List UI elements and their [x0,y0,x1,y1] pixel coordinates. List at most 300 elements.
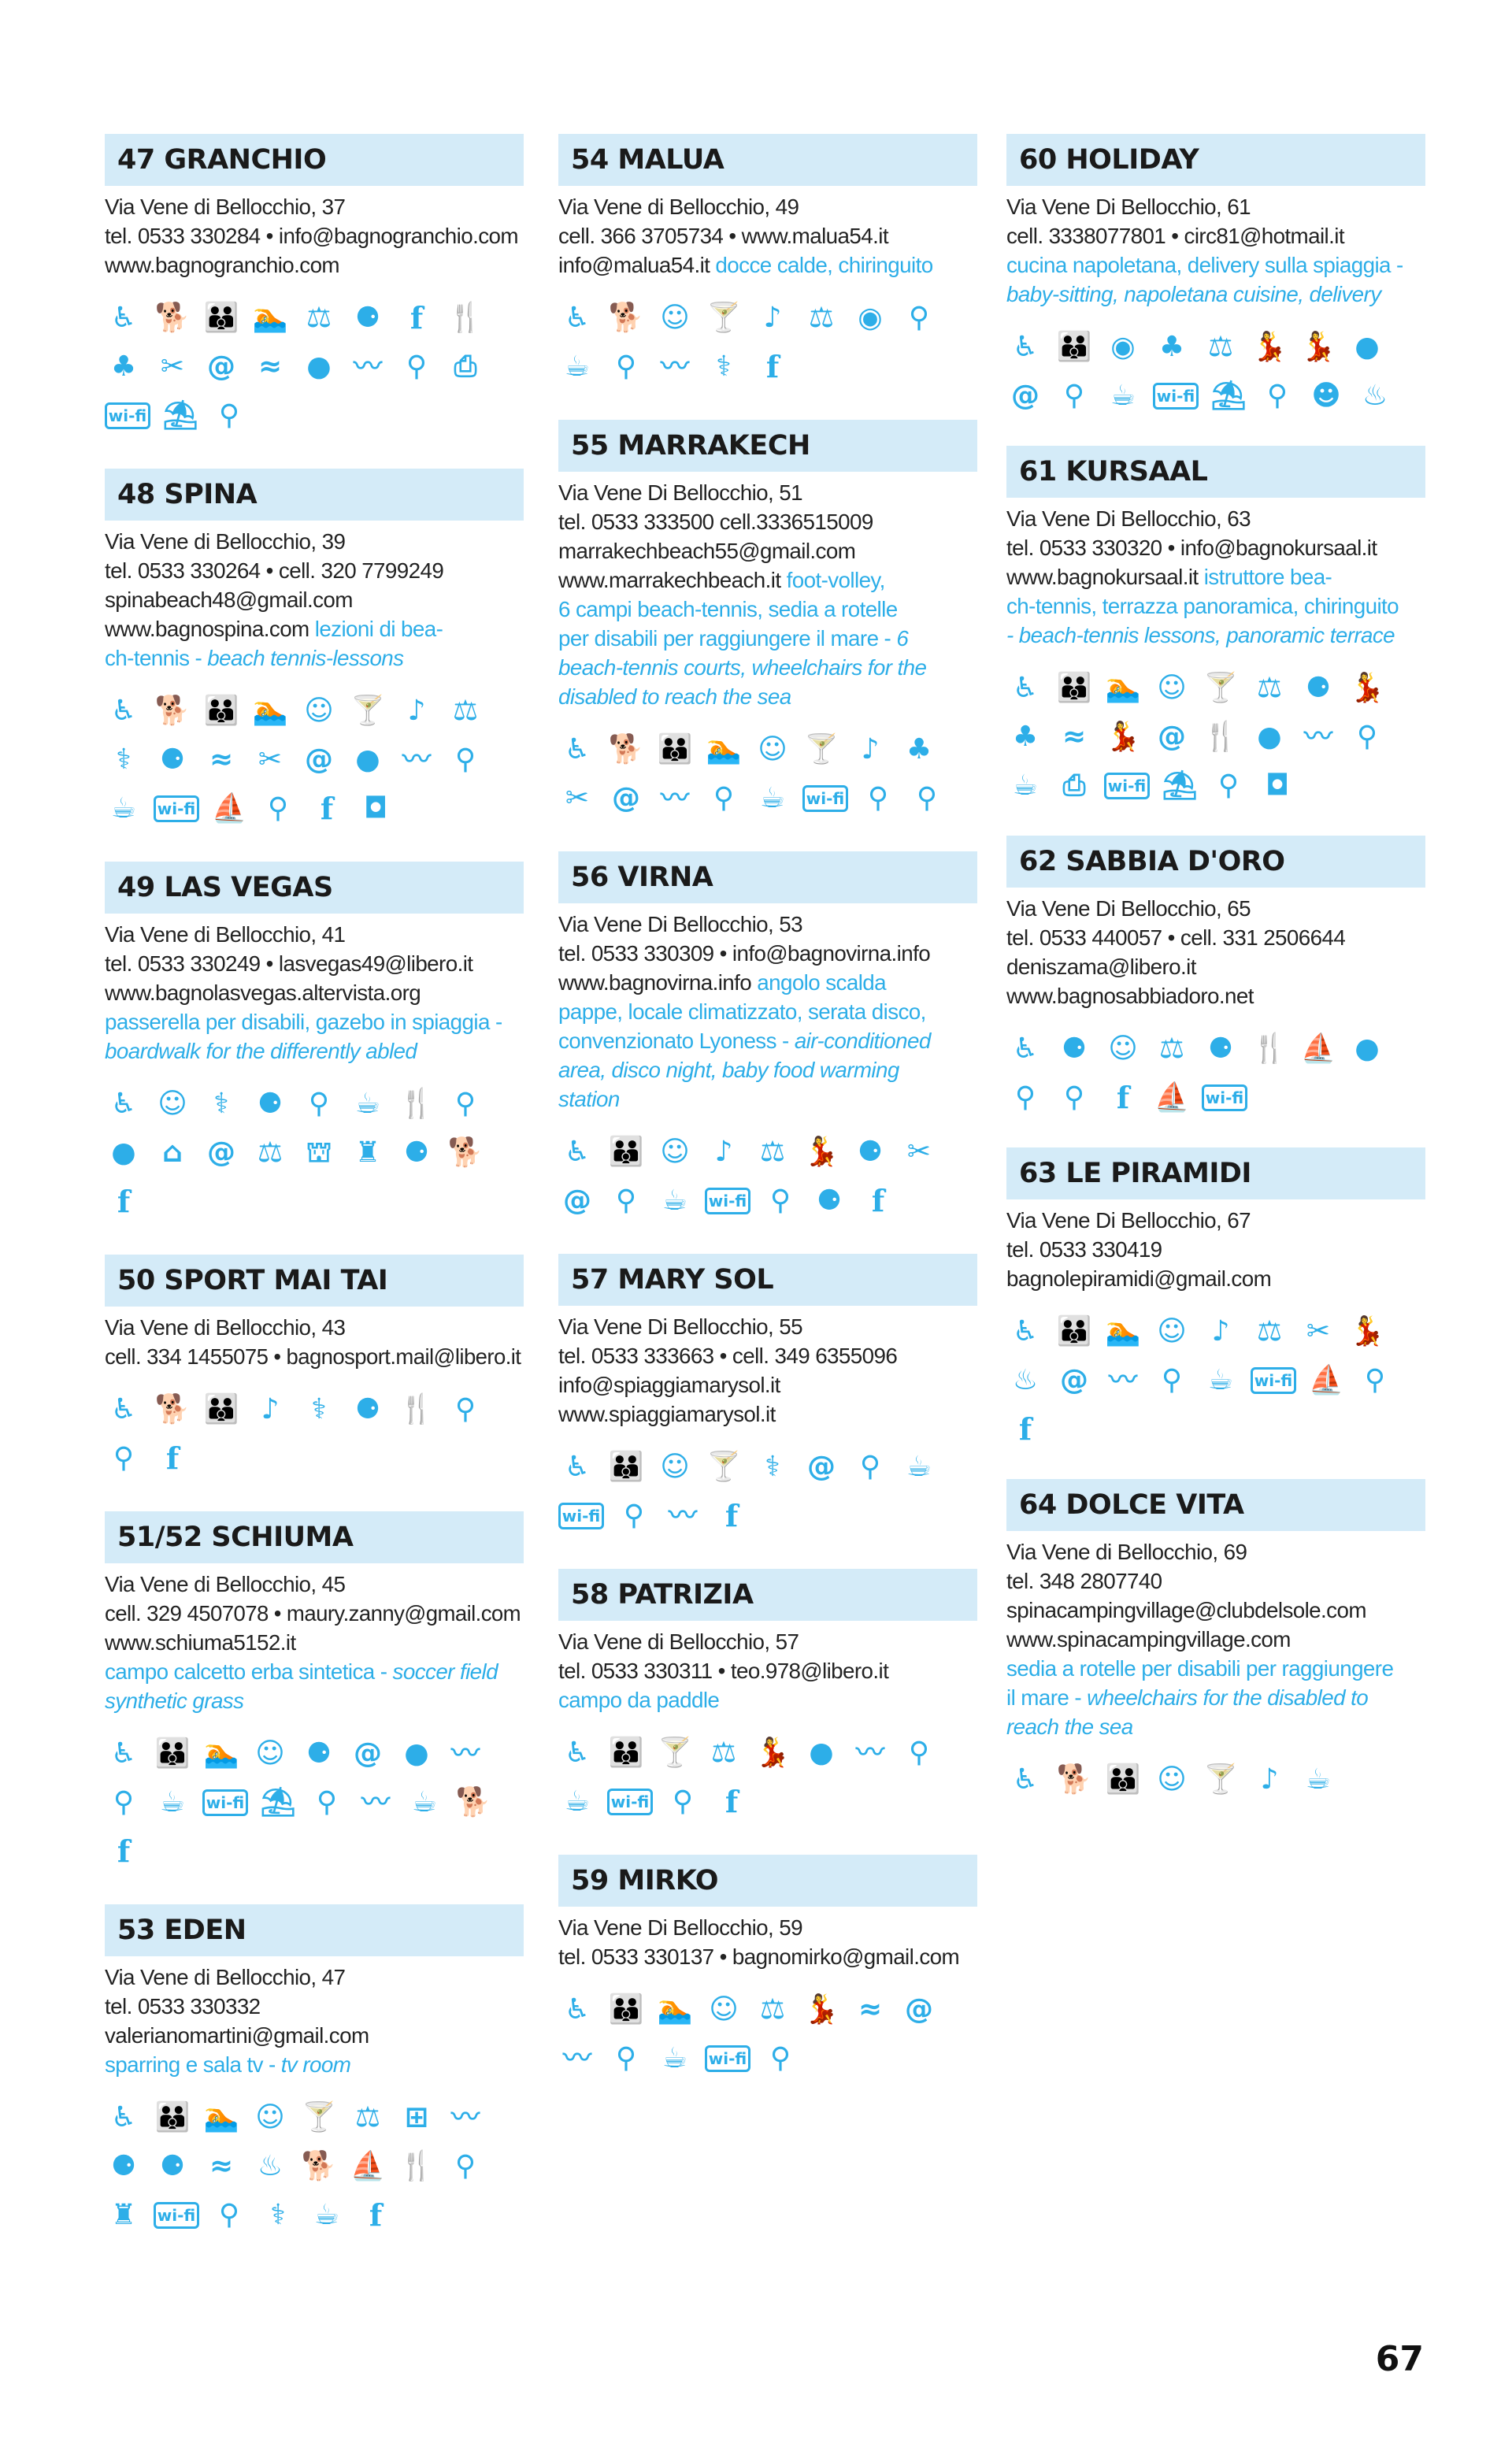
smiley-icon: ☺ [660,1136,690,1168]
amenity-icons [558,1449,976,1534]
smiley-icon: ☺ [1157,672,1187,704]
restaurant-icon: 🍴 [1203,721,1239,753]
facebook-icon: f [871,1183,885,1218]
detail-line: cucina napoletana, delivery sulla spiaggia - [1006,253,1403,277]
smiley-icon: ☺ [1157,1763,1187,1796]
wifi-icon: wi-fi [154,795,199,822]
restaurant-icon: 🍴 [398,2150,435,2182]
detail-line: spinabeach48@gmail.com [105,588,353,612]
wifi-icon: wi-fi [1104,773,1150,799]
beach-entry [105,1255,524,1477]
hydromassage-icon: ♨ [1012,1364,1039,1396]
column-2 [558,102,977,2077]
detail-text: lezioni di bea- [314,617,443,641]
gazebo-icon: ⌂ [162,1136,183,1169]
wheelchair-icon: ♿ [110,2101,137,2133]
dog-icon: 🐕 [301,2150,337,2182]
detail-line: tel. 0533 330249 • lasvegas49@libero.it [105,951,473,976]
smiley-icon: ☺ [660,302,690,334]
shower-icon: ⚲ [406,350,428,383]
wheelchair-icon: ♿ [1012,672,1039,704]
entry-title: 59 MIRKO [571,1865,718,1896]
wifi-icon: wi-fi [1202,1084,1247,1111]
bar-icon: ☕ [662,2042,688,2074]
beach-entry [105,134,524,434]
bocce-icon: ⚈ [110,2150,137,2182]
detail-text: istruttore bea- [1203,565,1332,589]
music-icon: ♪ [1260,1763,1279,1796]
beach-entry [105,1904,524,2234]
pool-icon: ≈ [209,2150,234,2182]
waves-icon: 〰 [353,350,382,383]
beach-entry [558,134,977,385]
detail-line: station [558,1087,620,1111]
detail-line [558,1026,974,1055]
entry-title: 50 SPORT MAI TAI [117,1265,388,1296]
wheelchair-icon: ♿ [1012,1315,1039,1348]
kids-icon: 👪 [203,1393,239,1425]
detail-line: Via Vene Di Bellocchio, 55 [558,1314,802,1339]
bar-icon: ☕ [411,1786,438,1818]
bar-icon: ☕ [1207,1364,1234,1396]
email-icon: @ [807,1451,836,1483]
detail-line: Via Vene Di Bellocchio, 51 [558,480,802,505]
entry-details [105,1956,524,2079]
amenity-icons [558,1735,976,1820]
amenity-icons [558,300,976,385]
dance-icon: 💃 [1300,331,1336,363]
seesaw-icon: ⚖ [759,1993,786,2026]
beach-entry [1006,1479,1425,1798]
shower-icon: ⚲ [267,792,289,825]
detail-line: - beach-tennis lessons, panoramic terrace [1006,623,1395,647]
detail-line: pappe, locale climatizzato, serata disco, [558,999,926,1024]
amenity-icons [558,1134,976,1219]
printer-icon: ⎙ [1062,769,1086,802]
detail-text: ch-tennis - [105,646,208,670]
shower-icon: ⚲ [454,1088,476,1120]
swimmers-icon: 🏊 [252,695,288,727]
canoe-icon: ⛵ [1154,1081,1190,1114]
entry-header [105,469,524,521]
hydromassage-icon: ♨ [1362,380,1388,412]
dance-icon: 💃 [1349,672,1385,704]
fitness-icon: ⚕ [213,1088,229,1120]
waves-icon: 〰 [402,743,431,776]
detail-line: tel. 0533 330419 [1006,1237,1162,1262]
dog-icon: 🐕 [447,1136,484,1169]
email-icon: @ [207,350,235,383]
dance-icon: 💃 [803,1136,839,1168]
cocktail-icon: 🍸 [706,1451,742,1483]
wheelchair-icon: ♿ [564,1451,591,1483]
shower-icon: ⚲ [113,1442,135,1474]
detail-line: Via Vene di Bellocchio, 37 [105,195,346,219]
sunbed-icon: ⛱ [1162,769,1198,802]
email-icon: @ [1060,1364,1088,1396]
swimmers-icon: 🏊 [657,1993,693,2026]
waves-icon: 〰 [450,1737,480,1770]
bocce-icon: ⚈ [257,1088,284,1120]
beach-tennis-icon: ● [111,1136,136,1169]
entry-title: 60 HOLIDAY [1019,144,1199,176]
detail-line [558,250,974,280]
email-icon: @ [905,1993,933,2026]
wifi-icon: wi-fi [705,2045,750,2072]
beach-tennis-icon: ● [404,1737,429,1770]
pizza-icon: ◉ [858,302,883,334]
detail-text: wheelchairs for the disabled to [1087,1685,1369,1710]
beach-entry [558,420,977,817]
swimmers-icon: 🏊 [1105,672,1141,704]
fitness-icon: ⚕ [311,1393,327,1425]
detail-line: info@spiaggiamarysol.it [558,1373,780,1397]
canoe-icon: ⛵ [350,2150,386,2182]
pool-icon: ≈ [1062,721,1087,753]
amenity-icons [558,1992,976,2077]
entry-title: 49 LAS VEGAS [117,872,333,903]
entry-details [1006,186,1425,309]
bar-icon: ☕ [1305,1763,1332,1796]
shower-icon: ⚲ [316,1786,338,1818]
entry-details [558,1621,977,1715]
wifi-icon: wi-fi [1251,1367,1296,1394]
bar-icon: ☕ [354,1088,381,1120]
pool-icon: ≈ [209,743,234,776]
fitness-icon: ⚕ [716,350,732,383]
entry-title: 54 MALUA [571,144,724,176]
cocktail-icon: 🍸 [1203,672,1239,704]
detail-line [105,643,521,673]
detail-line: tel. 0533 330332 [105,1994,261,2019]
kids-icon: 👪 [154,1737,191,1770]
entry-header [558,1254,977,1306]
detail-text: beach tennis-lessons [207,646,404,670]
entry-details [1006,888,1425,1010]
shower-icon: ⚲ [1356,721,1378,753]
entry-details [105,914,524,1066]
amenity-icons [1006,329,1424,414]
detail-text: angolo scalda [757,970,887,995]
shower-icon: ⚲ [615,1184,637,1217]
shower-icon: ⚲ [1014,1081,1036,1114]
shower-icon: ⚲ [454,2150,476,2182]
shower-icon: ⚲ [615,2042,637,2074]
sunbed-icon: ⛱ [260,1786,296,1818]
detail-text: per disabili per raggiungere il mare - [558,626,897,651]
detail-text: sparring e sala tv - [105,2052,281,2077]
beach-entry [105,862,524,1220]
facebook-icon: f [724,1498,739,1533]
waves-icon: 〰 [1108,1364,1137,1396]
smiley-icon: ☺ [1108,1032,1138,1065]
sunbed-icon: ⛱ [162,399,198,432]
entry-title: 61 KURSAAL [1019,456,1208,487]
seesaw-icon: ⚖ [306,302,332,334]
detail-line: passerella per disabili, gazebo in spiaggia - [105,1010,502,1034]
waves-icon: 〰 [450,2101,480,2133]
printer-icon: ⎙ [454,350,477,383]
restaurant-icon: 🍴 [447,302,484,334]
shower-icon: ⚲ [867,782,889,814]
kids-icon: 👪 [657,733,693,766]
cocktail-icon: 🍸 [301,2101,337,2133]
entry-title: 58 PATRIZIA [571,1579,754,1611]
detail-line: Via Vene Di Bellocchio, 65 [1006,896,1251,921]
amenity-icons [105,1392,522,1477]
swimmers-icon: 🏊 [252,302,288,334]
entry-header [105,1511,524,1563]
facebook-icon: f [320,791,334,826]
detail-line: tel. 0533 330320 • info@bagnokursaal.it [1006,536,1377,560]
detail-text: www.bagnospina.com [105,617,315,641]
wheelchair-icon: ♿ [110,302,137,334]
wheelchair-icon: ♿ [110,1737,137,1770]
wheelchair-icon: ♿ [1012,1763,1039,1796]
shower-icon: ⚲ [218,2199,240,2231]
shower-icon: ⚲ [769,1184,791,1217]
cocktail-icon: 🍸 [1203,1763,1239,1796]
fitness-icon: ⚕ [270,2199,286,2231]
detail-line: beach-tennis courts, wheelchairs for the [558,655,927,680]
entry-title: 64 DOLCE VITA [1019,1489,1244,1521]
bar-icon: ☕ [662,1184,688,1217]
detail-line: cell. 3338077801 • circ81@hotmail.it [1006,224,1344,248]
lifeguard-icon: ⛵ [211,792,247,825]
shower-icon: ⚲ [769,2042,791,2074]
beach-entry [558,1569,977,1820]
bar-icon: ☕ [110,792,137,825]
hydromassage-icon: ♨ [257,2150,284,2182]
beach-entry [105,1511,524,1870]
beach-tennis-icon: ● [809,1737,834,1769]
entry-title: 53 EDEN [117,1915,246,1946]
seesaw-icon: ⚖ [759,1136,786,1168]
detail-text: convenzionato Lyoness - [558,1029,795,1053]
instagram-icon: ◘ [363,792,388,825]
shower-icon: ⚲ [916,782,938,814]
detail-line: www.bagnolasvegas.altervista.org [105,981,421,1005]
column-3 [1006,102,1425,1798]
massage-icon: ✂ [258,743,283,776]
detail-text: air-conditioned [794,1029,931,1053]
swimmers-icon: 🏊 [1105,1315,1141,1348]
detail-line [105,1657,521,1686]
entry-details [558,1907,977,1971]
beach-tennis-icon: ● [1354,331,1380,363]
entry-header [558,420,977,472]
music-icon: ♪ [1211,1315,1230,1348]
detail-line: sedia a rotelle per disabili per raggiungere [1006,1656,1394,1681]
detail-line: www.schiuma5152.it [105,1630,296,1655]
dance-icon: 💃 [754,1737,791,1769]
kids-icon: 👪 [608,1136,644,1168]
shower-icon: ⚲ [908,1737,930,1769]
entry-title: 62 SABBIA D'ORO [1019,846,1285,877]
entry-header [105,134,524,186]
entry-title: 48 SPINA [117,479,258,510]
seesaw-icon: ⚖ [710,1737,737,1769]
detail-line: deniszama@libero.it [1006,955,1196,979]
detail-line: Via Vene di Bellocchio, 43 [105,1315,346,1340]
detail-text: info@malua54.it [558,253,716,277]
swimmers-icon: 🏊 [203,1737,239,1770]
wifi-icon: wi-fi [558,1503,604,1529]
entry-details [105,1563,524,1715]
massage-icon: ✂ [160,350,185,383]
bocce-icon: ⚈ [1061,1032,1088,1065]
entry-details [105,186,524,280]
smiley-icon: ☺ [255,1737,285,1770]
entry-details [1006,1531,1425,1741]
detail-line [105,2050,521,2079]
detail-line: tel. 0533 330284 • info@bagnogranchio.com [105,224,518,248]
detail-line: www.spiaggiamarysol.it [558,1402,776,1426]
detail-line [1006,1683,1422,1712]
beach-entry [1006,134,1425,414]
email-icon: @ [1011,380,1040,412]
facebook-icon: f [369,2197,383,2233]
dance-icon: 💃 [1105,721,1141,753]
wifi-icon: wi-fi [202,1789,248,1816]
beach-entry [558,851,977,1219]
entry-title: 63 LE PIRAMIDI [1019,1158,1251,1189]
amenity-icons [1006,1314,1424,1448]
fitness-icon: ⚕ [765,1451,780,1483]
amenity-icons [105,1736,522,1870]
detail-line: Via Vene di Bellocchio, 41 [105,922,346,947]
cocktail-icon: 🍸 [803,733,839,766]
detail-line: tel. 0533 333500 cell.3336515009 [558,510,873,534]
waves-icon: 〰 [660,782,689,814]
facebook-icon: f [117,1184,131,1219]
beach-entry [1006,446,1425,804]
entry-header [1006,1147,1425,1199]
shower-icon: ⚲ [1266,380,1288,412]
shower-icon: ⚲ [454,1393,476,1425]
seesaw-icon: ⚖ [1158,1032,1185,1065]
fitness-icon: ⚕ [116,743,132,776]
restaurant-icon: 🍴 [398,1393,435,1425]
music-icon: ♪ [261,1393,280,1425]
entry-title: 57 MARY SOL [571,1264,774,1296]
smiley-icon: ☺ [709,1993,739,2026]
canoe-icon: ⛵ [1300,1032,1336,1065]
bar-icon: ☕ [564,1785,591,1818]
entry-details [1006,1199,1425,1293]
entry-title: 51/52 SCHIUMA [117,1522,354,1553]
detail-text: foot-volley, [786,568,885,592]
detail-line: Via Vene di Bellocchio, 39 [105,529,346,554]
cocktail-icon: 🍸 [350,695,386,727]
detail-line: cell. 334 1455075 • bagnosport.mail@libero.it [105,1344,521,1369]
detail-line: Via Vene di Bellocchio, 49 [558,195,799,219]
detail-line: cell. 366 3705734 • www.malua54.it [558,224,888,248]
instagram-icon: ◘ [1265,769,1290,802]
detail-line: www.bagnogranchio.com [105,253,339,277]
beach-entry [558,1254,977,1534]
entry-header [558,134,977,186]
detail-line [1006,562,1422,591]
smiley-icon: ☺ [255,2101,285,2133]
pool-icon: ≈ [258,350,283,383]
wheelchair-icon: ♿ [564,1993,591,2026]
pizza-icon: ◉ [1110,331,1136,363]
shower-icon: ⚲ [218,399,240,432]
dance-icon: 💃 [1251,331,1288,363]
seesaw-icon: ⚖ [808,302,835,334]
detail-line: tel. 0533 333663 • cell. 349 6355096 [558,1344,898,1368]
detail-text: il mare - [1006,1685,1088,1710]
entry-title: 55 MARRAKECH [571,430,810,462]
beach-tennis-icon: ● [1354,1032,1380,1065]
playground-icon: ⛫ [306,1136,332,1169]
smiley-icon: ☺ [1157,1315,1187,1348]
entry-details [558,903,977,1114]
bocce-icon: ⚈ [1305,672,1332,704]
detail-line: tel. 0533 330264 • cell. 320 7799249 [105,558,444,583]
music-icon: ♪ [714,1136,733,1168]
seesaw-icon: ⚖ [1256,672,1283,704]
shower-icon: ⚲ [1063,380,1085,412]
wifi-icon: wi-fi [1153,383,1199,410]
wheelchair-icon: ♿ [564,1136,591,1168]
entry-header [558,851,977,903]
detail-line: Via Vene Di Bellocchio, 59 [558,1915,802,1940]
detail-text: 6 [896,626,909,651]
music-icon: ♪ [407,695,426,727]
amenity-icons [105,300,522,434]
bike-icon: ⚲ [713,782,735,814]
dog-icon: 🐕 [608,302,644,334]
dance-icon: 💃 [1349,1315,1385,1348]
amenity-icons [1006,670,1424,804]
kids-icon: 👪 [608,1451,644,1483]
detail-line: synthetic grass [105,1689,244,1713]
beach-tennis-icon: ● [355,743,380,776]
waves-icon: 〰 [1303,721,1332,753]
bar-icon: ☕ [759,782,786,814]
beach-tennis-icon: ● [306,350,332,383]
cards-icon: ♣ [110,350,137,383]
entry-header [105,1255,524,1307]
wheelchair-icon: ♿ [110,695,137,727]
detail-line [558,968,974,997]
amenity-icons [558,732,976,817]
bocce-icon: ⚈ [159,743,186,776]
detail-line: ch-tennis, terrazza panoramica, chiringuito [1006,594,1399,618]
smiley-icon: ☺ [660,1451,690,1483]
bar-icon: ☕ [906,1451,932,1483]
detail-text: tv room [280,2052,351,2077]
seesaw-icon: ⚖ [1256,1315,1283,1348]
beach-entry [558,1855,977,2077]
entry-title: 47 GRANCHIO [117,144,327,176]
bar-icon: ☕ [313,2199,340,2231]
restaurant-icon: 🍴 [398,1088,435,1120]
cards-icon: ♣ [1012,721,1039,753]
cocktail-icon: 🍸 [706,302,742,334]
kids-icon: 👪 [203,695,239,727]
wheelchair-icon: ♿ [564,302,591,334]
music-icon: ♪ [861,733,880,766]
waves-icon: 〰 [668,1500,697,1532]
beach-entry [1006,1147,1425,1448]
beach-tennis-icon: ● [1257,721,1282,753]
detail-line: Via Vene Di Bellocchio, 53 [558,912,802,936]
shower-icon: ⚲ [908,302,930,334]
detail-line: cell. 329 4507078 • maury.zanny@gmail.com [105,1601,521,1626]
